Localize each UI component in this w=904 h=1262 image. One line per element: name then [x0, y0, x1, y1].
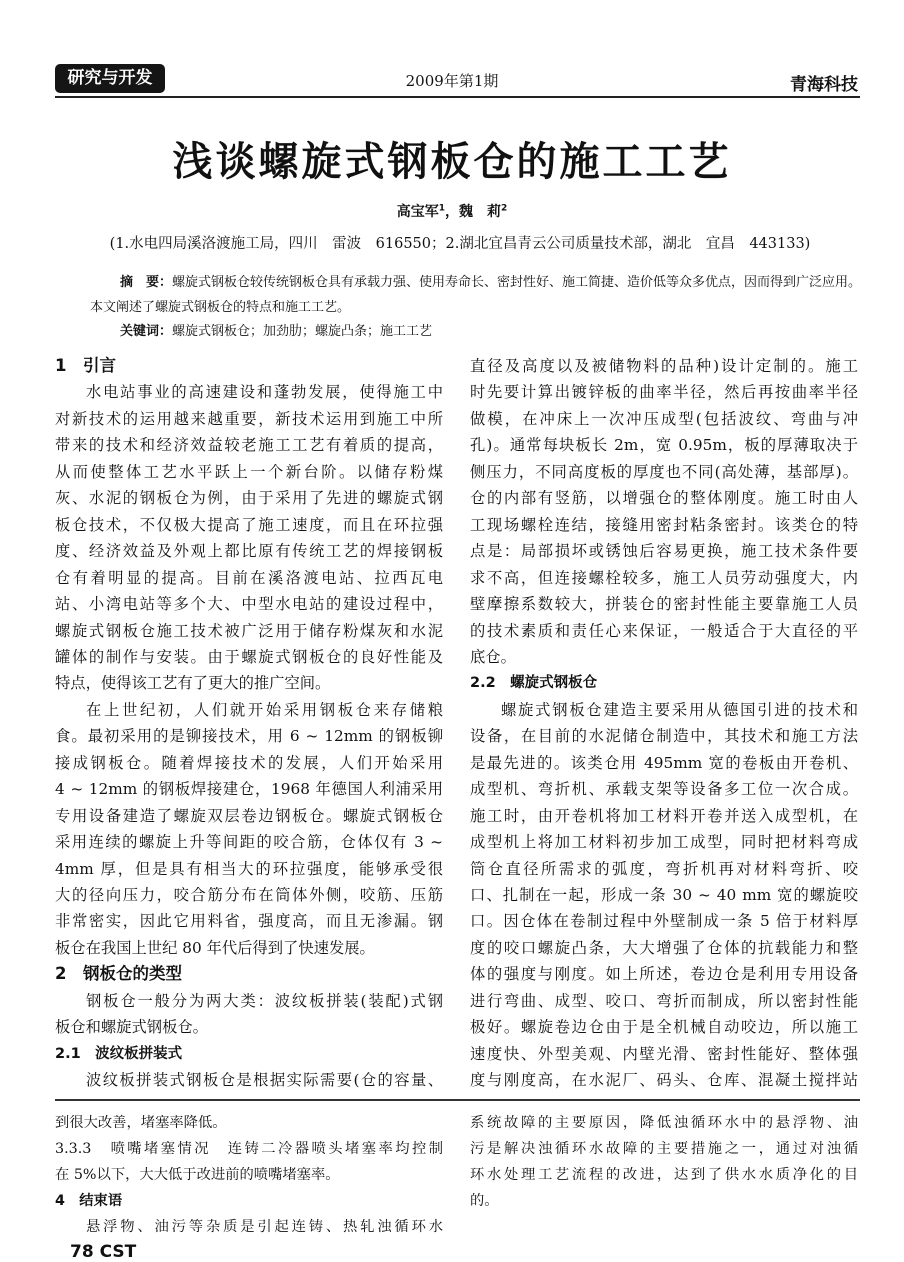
- text-line: 特点，使得该工艺有了更大的推广空间。: [55, 674, 331, 693]
- text-line: 点是：局部损坏或锈蚀后容易更换，施工技术条件要: [470, 542, 858, 561]
- section-heading: 1 引言: [55, 356, 116, 375]
- text-line: 系统故障的主要原因，降低浊循环水中的悬浮物、油: [470, 1115, 858, 1131]
- text-line: 水电站事业的高速建设和蓬勃发展，使得施工中: [86, 383, 443, 402]
- authors: [0, 201, 904, 221]
- text-line: 螺旋式钢板仓建造主要采用从德国引进的技术和: [501, 700, 858, 719]
- text-line: 灰、水泥的钢板仓为例，由于采用了先进的螺旋式钢: [55, 489, 443, 508]
- text-line: 食。最初采用的是铆接技术，用 6 ~ 12mm 的钢板铆: [55, 727, 443, 746]
- text-line: 罐体的制作与安装。由于螺旋式钢板仓的良好性能及: [55, 647, 443, 666]
- text-line: 直径及高度以及被储物料的品种)设计定制的。施工: [470, 357, 858, 375]
- text-line: 仓有着明显的提高。目前在溪洛渡电站、拉西瓦电: [55, 568, 443, 587]
- text-line: 进行弯曲、成型、咬口、弯折而制成，所以密封性能: [470, 991, 858, 1010]
- text-line: 4mm 厚，但是具有相当大的环拉强度，能够承受很: [55, 859, 443, 878]
- text-line: 大的径向压力，咬合筋分布在筒体外侧，咬筋、压筋: [55, 886, 443, 904]
- text-line: 孔)。通常每块板长 2m，宽 0.95m，板的厚薄取决于: [470, 436, 858, 455]
- keywords: [120, 320, 432, 339]
- article-title: 浅谈螺旋式钢板仓的施工工艺: [172, 139, 732, 185]
- text-line: 悬浮物、油污等杂质是引起连铸、热轧浊循环水: [86, 1219, 443, 1235]
- text-line: 非常密实，因此它用料省，强度高，而且无渗漏。钢: [55, 912, 443, 931]
- abstract-label: 摘 要：: [120, 275, 173, 290]
- text-line: 到很大改善，堵塞率降低。: [55, 1115, 227, 1131]
- section-divider: [55, 1099, 860, 1101]
- header-rule: [55, 96, 860, 98]
- author-2-affil: 2: [501, 203, 508, 214]
- text-line: 板仓在我国上世纪 80 年代后得到了快速发展。: [55, 938, 375, 957]
- text-line: 筒仓直径所需求的弧度，弯折机再对材料弯折、咬: [470, 859, 858, 878]
- issue-label: 2009年第1期: [405, 72, 499, 90]
- text-line: 板仓和螺旋式钢板仓。: [55, 1018, 208, 1037]
- text-line: 口、扎制在一起，形成一条 30 ~ 40 mm 宽的螺旋咬: [470, 886, 858, 904]
- text-line: 波纹板拼装式钢板仓是根据实际需要(仓的容量、: [86, 1071, 443, 1090]
- section-badge: 研究与开发: [55, 64, 165, 93]
- abstract: [90, 270, 862, 320]
- text-line: 仓的内部有竖筋，以增强仓的整体刚度。施工时由人: [470, 489, 858, 508]
- text-line: 成型机、弯折机、承载支架等设备多工位一次合成。: [470, 780, 858, 799]
- text-line: 底仓。: [470, 647, 516, 666]
- text-line: 求不高，但连接螺栓较多，施工人员劳动强度大，内: [470, 568, 858, 587]
- section-heading: 4 结束语: [55, 1193, 123, 1209]
- author-sep: ，: [445, 204, 459, 220]
- text-line: 板仓技术，不仅极大提高了施工速度，而且在环拉强: [55, 515, 443, 534]
- section-heading: 2.2 螺旋式钢板仓: [470, 675, 598, 692]
- text-line: 口。因仓体在卷制过程中外壁制成一条 5 倍于材料厚: [470, 912, 858, 931]
- text-line: 3.3.3 喷嘴堵塞情况 连铸二冷器喷头堵塞率均控制: [55, 1141, 443, 1157]
- text-line: 度与刚度高，在水泥厂、码头、仓库、混凝土搅拌站: [470, 1071, 858, 1090]
- text-line: 成型机上将加工材料初步加工成型，同时把材料弯成: [470, 833, 858, 852]
- text-line: 极好。螺旋卷边仓由于是全机械自动咬边，所以施工: [470, 1018, 858, 1037]
- author-1: 高宝军: [396, 204, 439, 220]
- text-line: 速度快、外型美观、内壁光滑、密封性能好、整体强: [470, 1044, 858, 1063]
- text-line: 的。: [470, 1193, 499, 1209]
- keywords-label: 关键词：: [120, 324, 173, 339]
- text-line: 设备，在目前的水泥储仓制造中，其技术和施工方法: [470, 727, 858, 746]
- text-line: 钢板仓一般分为两大类：波纹板拼装(装配)式钢: [86, 991, 443, 1010]
- text-line: 4 ~ 12mm 的钢板焊接建仓，1968 年德国人利浦采用: [55, 780, 443, 799]
- text-line: 是最先进的。该类仓用 495mm 宽的卷板由开卷机、: [470, 753, 858, 772]
- text-line: 接成钢板仓。随着焊接技术的发展，人们开始采用: [55, 753, 443, 772]
- author-2: 魏 莉: [459, 204, 501, 220]
- text-line: 度的咬口螺旋凸条，大大增强了仓体的抗载能力和整: [470, 938, 858, 957]
- text-line: 在上世纪初，人们就开始采用钢板仓来存储粮: [86, 700, 443, 719]
- text-line: 度、经济效益及外观上都比原有传统工艺的焊接钢板: [55, 542, 443, 561]
- abstract-text: 螺旋式钢板仓较传统钢板仓具有承载力强、使用寿命长、密封性好、施工简捷、造价低等众多优点，因而得到广泛应用。本文阐述了螺旋式钢板仓的特点和施工工艺。: [90, 275, 862, 315]
- text-line: 从而使整体工艺水平跃上一个新台阶。以储存粉煤: [55, 462, 443, 481]
- keywords-text: 螺旋式钢板仓；加劲肋；螺旋凸条；施工工艺: [172, 324, 433, 339]
- text-line: 体的强度与刚度。如上所述，卷边仓是利用专用设备: [470, 965, 858, 984]
- text-line: 施工时，由开卷机将加工材料开卷并送入成型机，在: [470, 806, 858, 825]
- affiliation: (1.水电四局溪洛渡施工局，四川 雷波 616550；2.湖北宜昌青云公司质量技术部，湖北 宜昌 443133): [109, 236, 811, 252]
- text-line: 污是解决浊循环水故障的主要措施之一，通过对浊循: [470, 1141, 858, 1157]
- text-line: 工现场螺栓连结，接缝用密封粘条密封。该类仓的特: [470, 515, 858, 534]
- text-line: 壁摩擦系数较大，拼装仓的密封性能主要靠施工人员: [470, 595, 858, 614]
- text-line: 做模，在冲床上一次冲压成型(包括波纹、弯曲与冲: [470, 409, 858, 428]
- text-line: 采用连续的螺旋上升等间距的咬合筋，仓体仅有 3 ~: [55, 833, 443, 852]
- text-line: 在 5%以下，大大低于改进前的喷嘴堵塞率。: [55, 1167, 340, 1183]
- text-line: 侧压力，不同高度板的厚度也不同(高处薄，基部厚)。: [470, 462, 858, 481]
- text-line: 的技术素质和责任心来保证，一般适合于大直径的平: [470, 621, 858, 640]
- text-line: 对新技术的运用越来越重要，新技术运用到施工中所: [55, 409, 443, 428]
- text-line: 螺旋式钢板仓施工技术被广泛用于储存粉煤灰和水泥: [55, 621, 443, 640]
- text-line: 专用设备建造了螺旋双层卷边钢板仓。螺旋式钢板仓: [55, 806, 443, 825]
- text-line: 站、小湾电站等多个大、中型水电站的建设过程中，: [55, 595, 443, 614]
- author-1-affil: 1: [438, 203, 445, 214]
- text-line: 带来的技术和经济效益较老施工工艺有着质的提高，: [55, 436, 443, 455]
- page-number: 78 CST: [70, 1242, 137, 1262]
- section-heading: 2.1 波纹板拼装式: [55, 1045, 183, 1062]
- text-line: 时先要计算出镀锌板的曲率半径，然后再按曲率半径: [470, 383, 858, 402]
- section-heading: 2 钢板仓的类型: [55, 964, 182, 984]
- text-line: 环水处理工艺流程的改进，达到了供水水质净化的目: [470, 1167, 858, 1183]
- journal-name: 青海科技: [790, 75, 858, 95]
